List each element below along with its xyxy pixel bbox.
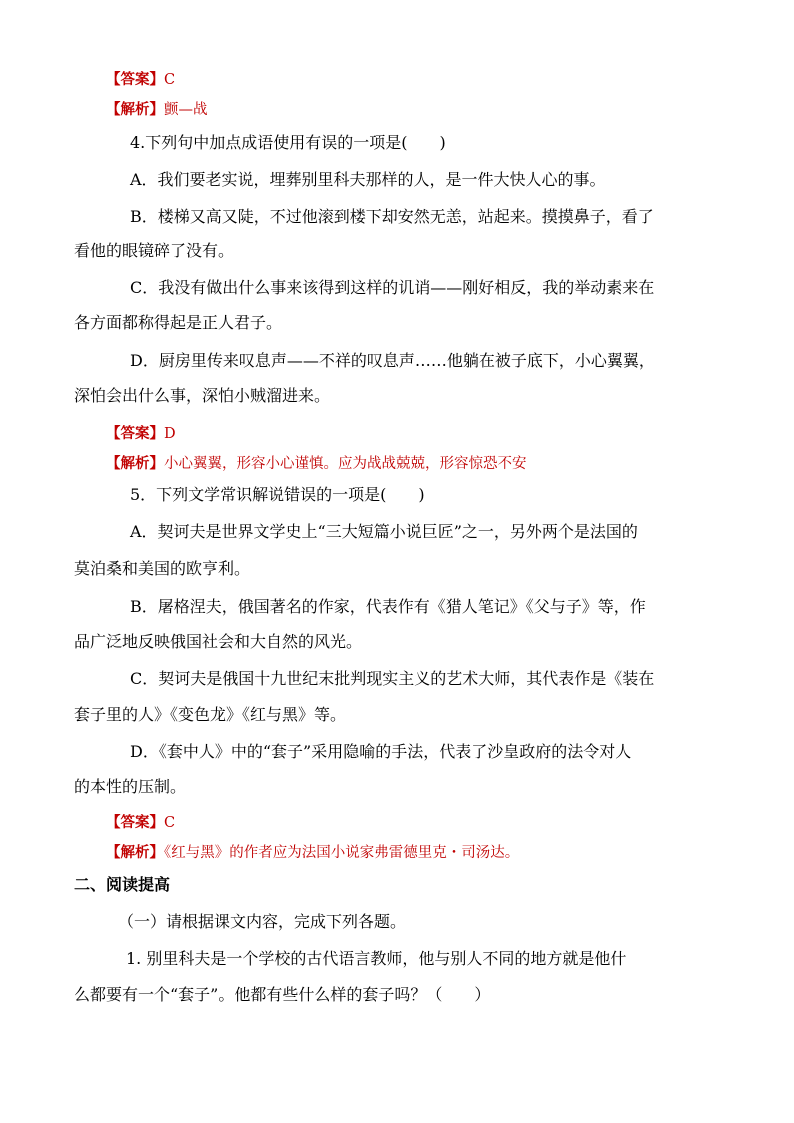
reading-q1-line1: 1. 别里科夫是一个学校的古代语言教师，他与别人不同的地方就是他什 <box>126 949 627 968</box>
q4-option-b-line2: 看他的眼镜碎了没有。 <box>74 241 235 260</box>
analysis-text: 小心翼翼，形容小心谨慎。应为战战兢兢，形容惊恐不安 <box>164 456 527 472</box>
analysis-text: 《红与黑》的作者应为法国小说家弗雷德里克・司汤达。 <box>164 845 520 861</box>
analysis-label: 【解析】 <box>106 844 164 861</box>
subsection-heading: （一）请根据课文内容，完成下列各题。 <box>118 912 407 931</box>
question-4: 4.下列句中加点成语使用有误的一项是( ) <box>130 133 446 152</box>
analysis-text: 颤—战 <box>164 102 208 118</box>
analysis-label: 【解析】 <box>106 101 164 118</box>
analysis-line-3 <box>106 842 519 863</box>
analysis-label: 【解析】 <box>106 455 164 472</box>
answer-label: 【答案】 <box>106 814 164 831</box>
answer-line-3 <box>106 812 175 833</box>
analysis-line-1 <box>106 99 208 120</box>
answer-label: 【答案】 <box>106 71 164 88</box>
q5-option-b-line1: B．屠格涅夫，俄国著名的作家，代表作有《猎人笔记》《父与子》等，作 <box>130 597 646 616</box>
q5-option-a-line2: 莫泊桑和美国的欧亨利。 <box>74 559 251 578</box>
q4-option-a: A．我们要老实说，埋葬别里科夫那样的人，是一件大快人心的事。 <box>130 170 606 189</box>
answer-label: 【答案】 <box>106 425 164 442</box>
q4-option-d-line1: D．厨房里传来叹息声——不祥的叹息声……他躺在被子底下，小心翼翼， <box>130 351 655 370</box>
answer-line-2 <box>106 423 176 444</box>
q4-option-b-line1: B．楼梯又高又陡，不过他滚到楼下却安然无恙，站起来。摸摸鼻子，看了 <box>130 207 654 226</box>
q5-option-c-line1: C．契诃夫是俄国十九世纪末批判现实主义的艺术大师，其代表作是《装在 <box>130 669 655 688</box>
q5-option-d-line2: 的本性的压制。 <box>74 777 187 796</box>
q4-option-c-line2: 各方面都称得起是正人君子。 <box>74 313 283 332</box>
answer-value: D <box>164 426 176 442</box>
q5-option-a-line1: A．契诃夫是世界文学史上“三大短篇小说巨匠”之一，另外两个是法国的 <box>130 522 638 541</box>
q4-option-c-line1: C．我没有做出什么事来该得到这样的讥诮——刚好相反，我的举动素来在 <box>130 278 655 297</box>
question-5: 5．下列文学常识解说错误的一项是( ) <box>130 485 425 504</box>
q5-option-b-line2: 品广泛地反映俄国社会和大自然的风光。 <box>74 632 363 651</box>
reading-q1-line2: 么都要有一个“套子”。他都有些什么样的套子吗？（ ） <box>74 985 491 1004</box>
answer-value: C <box>164 815 176 831</box>
q5-option-d-line1: D．《套中人》中的“套子”采用隐喻的手法，代表了沙皇政府的法令对人 <box>130 742 632 761</box>
answer-line-1 <box>106 69 175 90</box>
analysis-line-2 <box>106 453 527 474</box>
q4-option-d-line2: 深怕会出什么事，深怕小贼溜进来。 <box>74 386 331 405</box>
q5-option-c-line2: 套子里的人》《变色龙》《红与黑》等。 <box>74 705 347 724</box>
section-heading: 二、阅读提高 <box>74 875 171 894</box>
answer-value: C <box>164 72 176 88</box>
